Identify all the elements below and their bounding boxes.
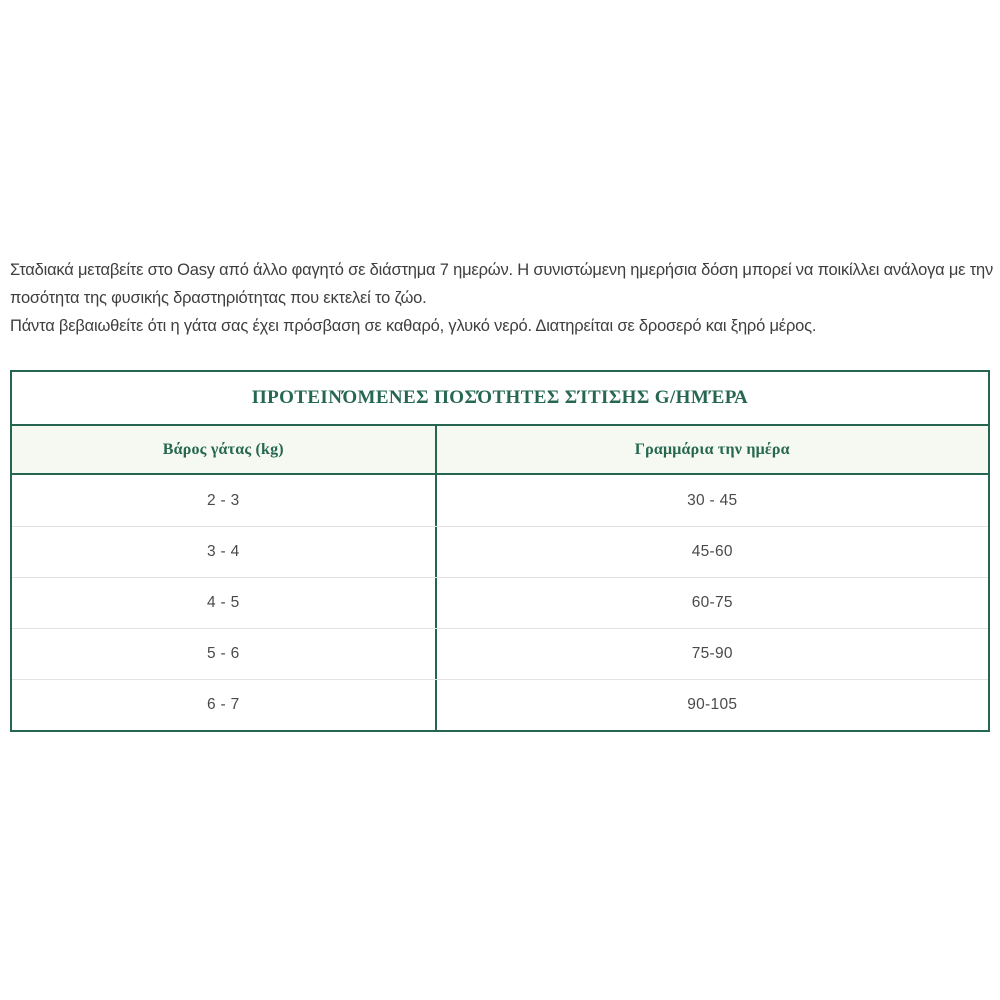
- grams-cell: 90-105: [687, 696, 738, 713]
- grams-cell: 75-90: [691, 645, 733, 662]
- table-header-row: [12, 426, 988, 475]
- table-row: [12, 679, 988, 730]
- weight-cell: 5 - 6: [12, 629, 437, 679]
- table-row: [12, 628, 988, 679]
- weight-cell: 2 - 3: [12, 475, 437, 526]
- grams-cell: 45-60: [691, 543, 733, 560]
- weight-cell: 4 - 5: [12, 578, 437, 628]
- intro-line-1: Σταδιακά μεταβείτε στο Oasy από άλλο φαγητό σε διάστημα 7 ημερών. Η συνιστώμενη ημερήσια δόση μπορεί να ποικίλλει ανάλογα με την: [10, 261, 994, 279]
- grams-cell: 60-75: [691, 594, 733, 611]
- table-row: [12, 526, 988, 577]
- grams-cell: 30 - 45: [687, 491, 738, 509]
- feeding-quantities-table: [10, 370, 990, 732]
- table-row: [12, 475, 988, 526]
- column-header-weight: Βάρος γάτας (kg): [12, 426, 437, 473]
- intro-line-3: Πάντα βεβαιωθείτε ότι η γάτα σας έχει πρόσβαση σε καθαρό, γλυκό νερό. Διατηρείται σε δροσερό και ξηρό μέρος.: [10, 317, 817, 335]
- weight-cell: 3 - 4: [12, 527, 437, 577]
- feeding-instructions-text: [10, 256, 995, 340]
- table-title: ΠΡΟΤΕΙΝΌΜΕΝΕΣ ΠΟΣΌΤΗΤΕΣ ΣΊΤΙΣΗΣ G/ΗΜΈΡΑ: [251, 387, 749, 408]
- intro-line-2: ποσότητα της φυσικής δραστηριότητας που εκτελεί το ζώο.: [10, 289, 427, 307]
- column-header-grams: Γραμμάρια την ημέρα: [634, 440, 790, 458]
- weight-cell: 6 - 7: [12, 680, 437, 730]
- table-title-row: [12, 372, 988, 426]
- table-row: [12, 577, 988, 628]
